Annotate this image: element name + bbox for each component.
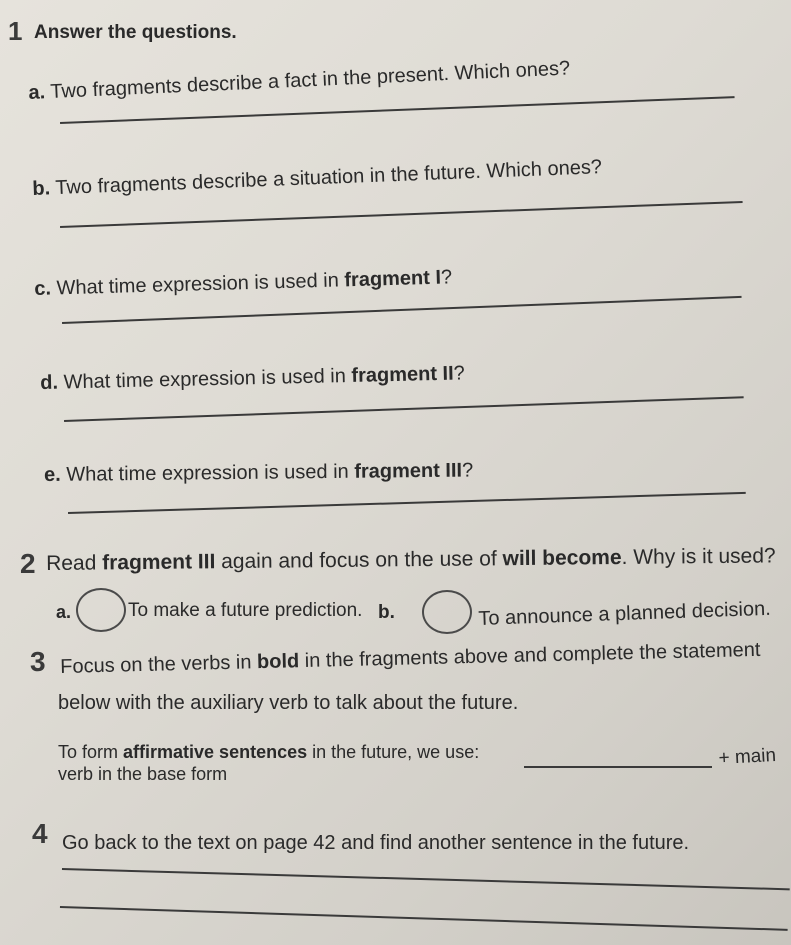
question-e-post: ? bbox=[461, 459, 474, 482]
statement-pre: To form bbox=[58, 742, 124, 762]
question-a bbox=[28, 57, 571, 105]
exercise-2-instruction bbox=[46, 544, 776, 576]
exercise-1-title: Answer the questions. bbox=[34, 22, 237, 43]
ex2-fragment-bold: fragment III bbox=[102, 550, 216, 575]
exercise-number-4: 4 bbox=[32, 818, 48, 849]
answer-line-4a[interactable] bbox=[62, 868, 790, 890]
statement-line-2: verb in the base form bbox=[58, 764, 228, 784]
option-a-letter: a. bbox=[56, 602, 72, 622]
answer-line-4b[interactable] bbox=[60, 906, 788, 931]
ex2-will-become-bold: will become bbox=[502, 545, 622, 571]
exercise-number-2: 2 bbox=[20, 548, 36, 579]
option-a-text: To make a future prediction. bbox=[128, 600, 363, 621]
question-d bbox=[40, 362, 465, 395]
ex3-line1-pre: Focus on the verbs in bbox=[60, 651, 258, 678]
question-c-letter: c. bbox=[34, 277, 52, 300]
question-d-letter: d. bbox=[40, 371, 59, 394]
question-e-pre: What time expression is used in bbox=[66, 460, 355, 486]
exercise-4-text: Go back to the text on page 42 and find another sentence in the future. bbox=[62, 832, 690, 854]
ex2-t1: Read bbox=[46, 551, 103, 575]
question-c bbox=[34, 266, 452, 301]
option-a-circle[interactable] bbox=[76, 588, 126, 632]
question-e-bold: fragment III bbox=[354, 459, 463, 483]
question-b bbox=[32, 156, 602, 201]
exercise-3-line-1 bbox=[60, 639, 761, 679]
question-d-pre: What time expression is used in bbox=[63, 364, 352, 394]
statement-blank-line[interactable] bbox=[524, 766, 712, 768]
answer-line-b[interactable] bbox=[60, 201, 743, 228]
ex3-line1-bold: bold bbox=[256, 650, 300, 674]
statement-post: in the future, we use: bbox=[307, 742, 480, 762]
exercise-number-3: 3 bbox=[30, 646, 46, 677]
exercise-number-1: 1 bbox=[8, 16, 23, 46]
answer-line-c[interactable] bbox=[62, 296, 742, 324]
exercise-3-line-2: below with the auxiliary verb to talk about the future. bbox=[58, 692, 519, 714]
statement-bold: affirmative sentences bbox=[123, 742, 308, 762]
ex2-t5: . Why is it used? bbox=[621, 544, 776, 569]
question-b-letter: b. bbox=[32, 177, 51, 200]
question-c-post: ? bbox=[440, 266, 453, 289]
question-e bbox=[44, 460, 473, 487]
question-c-pre: What time expression is used in bbox=[56, 269, 345, 300]
option-b-circle[interactable] bbox=[422, 590, 472, 634]
question-d-bold: fragment II bbox=[351, 362, 454, 387]
option-b-text: To announce a planned decision. bbox=[478, 597, 772, 630]
ex2-t3: again and focus on the use of bbox=[215, 547, 503, 574]
question-c-bold: fragment I bbox=[344, 266, 442, 292]
answer-line-a[interactable] bbox=[60, 96, 735, 124]
question-d-post: ? bbox=[453, 362, 466, 385]
answer-line-e[interactable] bbox=[68, 492, 746, 514]
statement-line-1 bbox=[58, 742, 479, 763]
question-b-text: Two fragments describe a situation in the future. Which ones? bbox=[54, 156, 603, 200]
ex3-line1-post: in the fragments above and complete the statement bbox=[298, 638, 761, 673]
question-e-letter: e. bbox=[44, 463, 61, 486]
statement-end: + main bbox=[718, 744, 777, 769]
answer-line-d[interactable] bbox=[64, 396, 744, 422]
option-b-letter: b. bbox=[378, 602, 395, 623]
question-a-text: Two fragments describe a fact in the present. Which ones? bbox=[49, 57, 571, 103]
question-a-letter: a. bbox=[28, 81, 46, 104]
